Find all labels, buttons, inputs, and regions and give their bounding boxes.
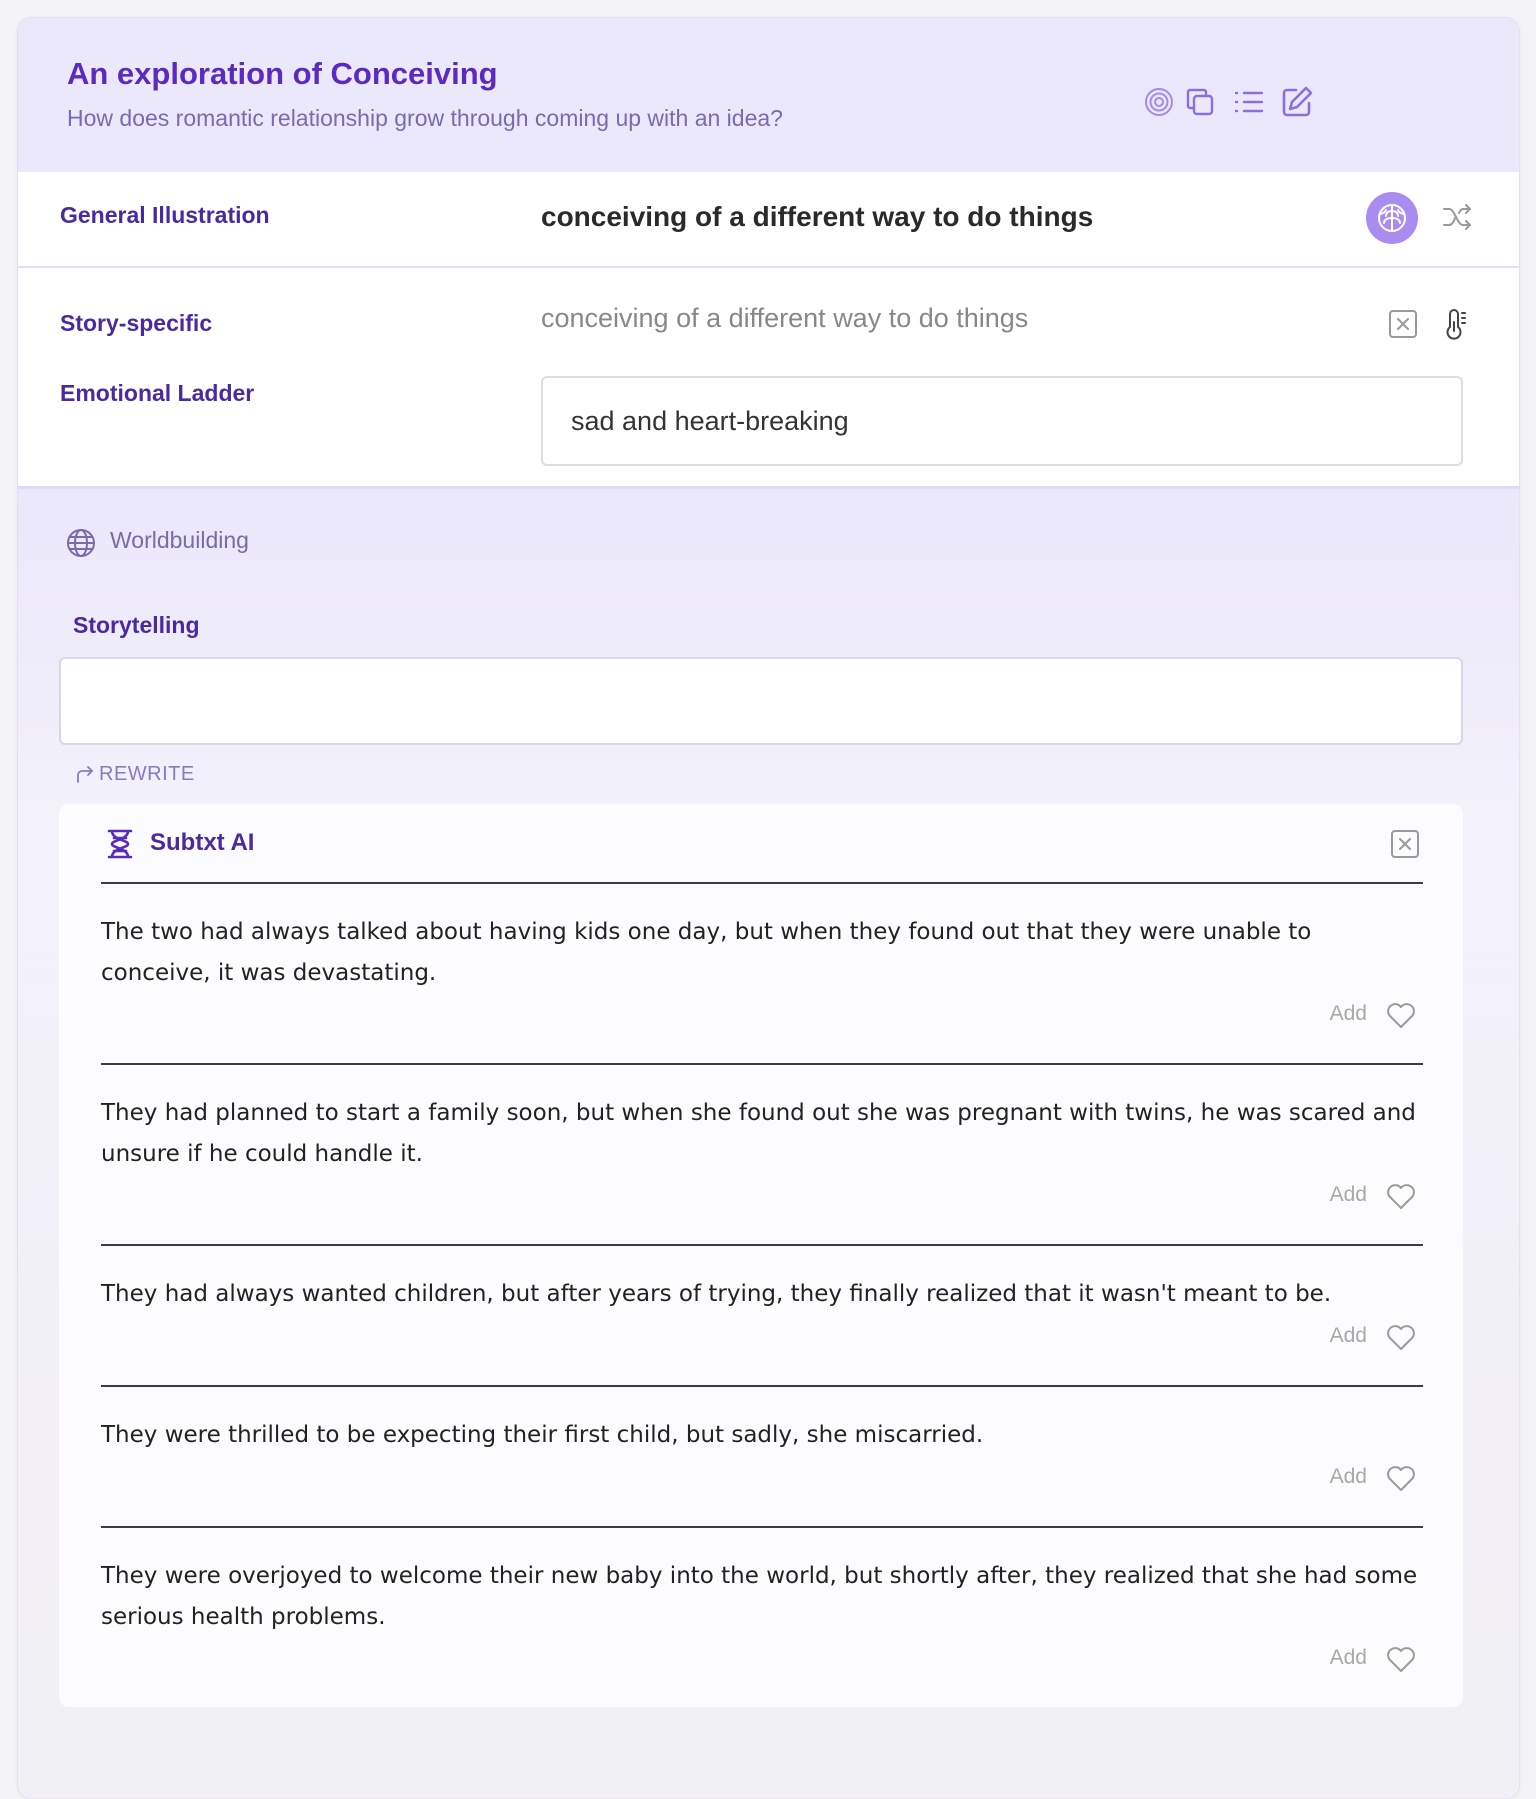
rewrite-label: REWRITE (99, 762, 195, 785)
story-specific-label: Story-specific (60, 310, 213, 336)
page-title: An exploration of Conceiving (67, 56, 498, 91)
suggestion-text: They were thrilled to be expecting their first child, but sadly, she miscarried. (101, 1422, 984, 1448)
rewrite-button[interactable] (74, 759, 195, 789)
list-icon[interactable] (1232, 85, 1266, 119)
worldbuilding-section (18, 489, 1519, 1799)
edit-icon[interactable] (1280, 85, 1314, 119)
hourglass-icon (107, 829, 133, 859)
story-specific-value: conceiving of a different way to do things (541, 303, 1029, 333)
heart-icon[interactable] (1385, 1000, 1417, 1030)
heart-icon[interactable] (1385, 1644, 1417, 1674)
redo-arrow-icon (74, 763, 96, 785)
general-illustration-label: General Illustration (60, 202, 270, 228)
suggestion-text: They were overjoyed to welcome their new baby into the world, but shortly after, they realized that she had some serious health problems. (101, 1563, 1418, 1630)
story-specific-section (18, 268, 1519, 489)
storytelling-input[interactable] (59, 657, 1463, 745)
suggestion-item (101, 1385, 1423, 1527)
suggestion-text: They had always wanted children, but after years of trying, they finally realized that it wasn't meant to be. (101, 1281, 1332, 1307)
shuffle-icon[interactable] (1440, 200, 1474, 234)
suggestion-item (101, 1526, 1423, 1708)
add-button[interactable]: Add (1329, 1002, 1367, 1025)
suggestion-item (101, 1063, 1423, 1245)
subtxt-ai-title: Subtxt AI (150, 829, 255, 856)
suggestion-text: The two had always talked about having kids one day, but when they found out that they were unable to conceive, it was devastating. (101, 919, 1312, 986)
suggestion-item (101, 1244, 1423, 1386)
heart-icon[interactable] (1385, 1322, 1417, 1352)
heart-icon[interactable] (1385, 1181, 1417, 1211)
suggestion-text: They had planned to start a family soon, but when she found out she was pregnant with twins, he was scared and unsure if he could handle it. (101, 1100, 1416, 1167)
copy-icon[interactable] (1183, 85, 1217, 119)
globe-icon (65, 527, 97, 559)
heart-icon[interactable] (1385, 1463, 1417, 1493)
temperature-icon[interactable] (1440, 308, 1472, 340)
brain-icon (1366, 192, 1418, 244)
suggestion-item (101, 882, 1423, 1064)
brain-button[interactable] (1366, 192, 1418, 244)
worldbuilding-label[interactable]: Worldbuilding (110, 527, 249, 553)
add-button[interactable]: Add (1329, 1183, 1367, 1206)
card-header (18, 18, 1519, 172)
add-button[interactable]: Add (1329, 1465, 1367, 1488)
storytelling-label: Storytelling (73, 612, 200, 638)
target-icon[interactable] (1142, 85, 1176, 119)
emotional-ladder-label: Emotional Ladder (60, 380, 255, 406)
add-button[interactable]: Add (1329, 1324, 1367, 1347)
page-subtitle: How does romantic relationship grow through coming up with an idea? (67, 105, 783, 131)
emotional-ladder-input[interactable] (541, 376, 1463, 466)
close-icon[interactable] (1389, 828, 1421, 860)
add-button[interactable]: Add (1329, 1646, 1367, 1669)
subtxt-ai-panel (59, 804, 1463, 1707)
exploration-card (17, 17, 1520, 1799)
close-icon[interactable] (1387, 308, 1419, 340)
general-illustration-value: conceiving of a different way to do things (541, 201, 1094, 232)
general-illustration-row (18, 172, 1519, 268)
